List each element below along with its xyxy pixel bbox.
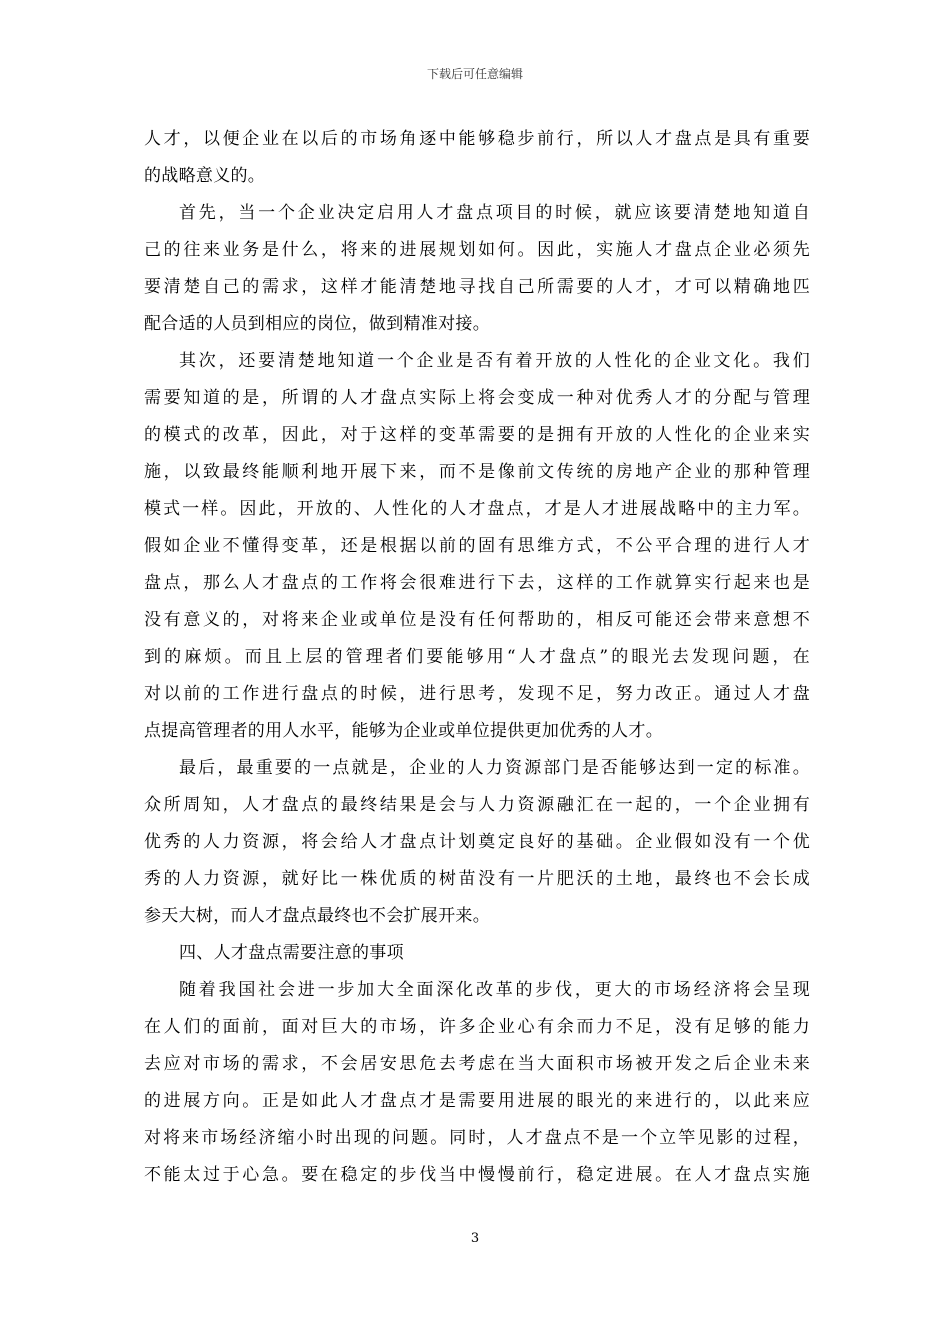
text-line: 要清楚自己的需求，这样才能清楚地寻找自己所需要的人才，才可以精确地匹	[144, 277, 810, 297]
text-line: 配合适的人员到相应的岗位，做到精准对接。	[144, 314, 490, 334]
paragraph	[144, 343, 810, 750]
text-line: 人才，以便企业在以后的市场角逐中能够稳步前行，所以人才盘点是具有重要	[144, 129, 810, 149]
text-line: 众所周知，人才盘点的最终结果是会与人力资源融汇在一起的，一个企业拥有	[144, 795, 810, 815]
text-line: 到的麻烦。而且上层的管理者们要能够用“人才盘点”的眼光去发现问题，在	[144, 647, 810, 667]
paragraph	[144, 121, 810, 195]
text-line: 优秀的人力资源，将会给人才盘点计划奠定良好的基础。企业假如没有一个优	[144, 832, 810, 852]
paragraph	[144, 972, 810, 1194]
paragraph	[144, 750, 810, 935]
text-line: 最后，最重要的一点就是，企业的人力资源部门是否能够达到一定的标准。	[179, 758, 810, 778]
page-number: 3	[470, 1231, 480, 1246]
text-line: 没有意义的，对将来企业或单位是没有任何帮助的，相反可能还会带来意想不	[144, 610, 810, 630]
document-body	[144, 121, 810, 1194]
text-line: 施，以致最终能顺利地开展下来，而不是像前文传统的房地产企业的那种管理	[144, 462, 810, 482]
text-line: 随着我国社会进一步加大全面深化改革的步伐，更大的市场经济将会呈现	[179, 980, 810, 1000]
text-line: 点提高管理者的用人水平，能够为企业或单位提供更加优秀的人才。	[144, 721, 663, 741]
text-line: 盘点，那么人才盘点的工作将会很难进行下去，这样的工作就算实行起来也是	[144, 573, 810, 593]
paragraph	[144, 195, 810, 343]
section-heading	[144, 935, 810, 972]
text-line: 假如企业不懂得变革，还是根据以前的固有思维方式，不公平合理的进行人才	[144, 536, 810, 556]
text-line: 在人们的面前，面对巨大的市场，许多企业心有余而力不足，没有足够的能力	[144, 1017, 810, 1037]
page-header: 下载后可任意编辑	[426, 67, 523, 81]
text-line: 对以前的工作进行盘点的时候，进行思考，发现不足，努力改正。通过人才盘	[144, 684, 810, 704]
text-line: 其次，还要清楚地知道一个企业是否有着开放的人性化的企业文化。我们	[179, 351, 810, 371]
text-line: 己的往来业务是什么，将来的进展规划如何。因此，实施人才盘点企业必须先	[144, 240, 810, 260]
text-line: 参天大树，而人才盘点最终也不会扩展开来。	[144, 906, 490, 926]
text-line: 不能太过于心急。要在稳定的步伐当中慢慢前行，稳定进展。在人才盘点实施	[144, 1165, 810, 1185]
text-line: 四、人才盘点需要注意的事项	[179, 943, 404, 963]
text-line: 需要知道的是，所谓的人才盘点实际上将会变成一种对优秀人才的分配与管理	[144, 388, 810, 408]
text-line: 的战略意义的。	[144, 166, 266, 186]
text-line: 对将来市场经济缩小时出现的问题。同时，人才盘点不是一个立竿见影的过程，	[144, 1128, 810, 1148]
text-line: 的进展方向。正是如此人才盘点才是需要用进展的眼光的来进行的，以此来应	[144, 1091, 810, 1111]
text-line: 模式一样。因此，开放的、人性化的人才盘点，才是人才进展战略中的主力军。	[144, 499, 810, 519]
text-line: 秀的人力资源，就好比一株优质的树苗没有一片肥沃的土地，最终也不会长成	[144, 869, 810, 889]
text-line: 首先，当一个企业决定启用人才盘点项目的时候，就应该要清楚地知道自	[179, 203, 810, 223]
text-line: 的模式的改革，因此，对于这样的变革需要的是拥有开放的人性化的企业来实	[144, 425, 810, 445]
text-line: 去应对市场的需求，不会居安思危去考虑在当大面积市场被开发之后企业未来	[144, 1054, 810, 1074]
